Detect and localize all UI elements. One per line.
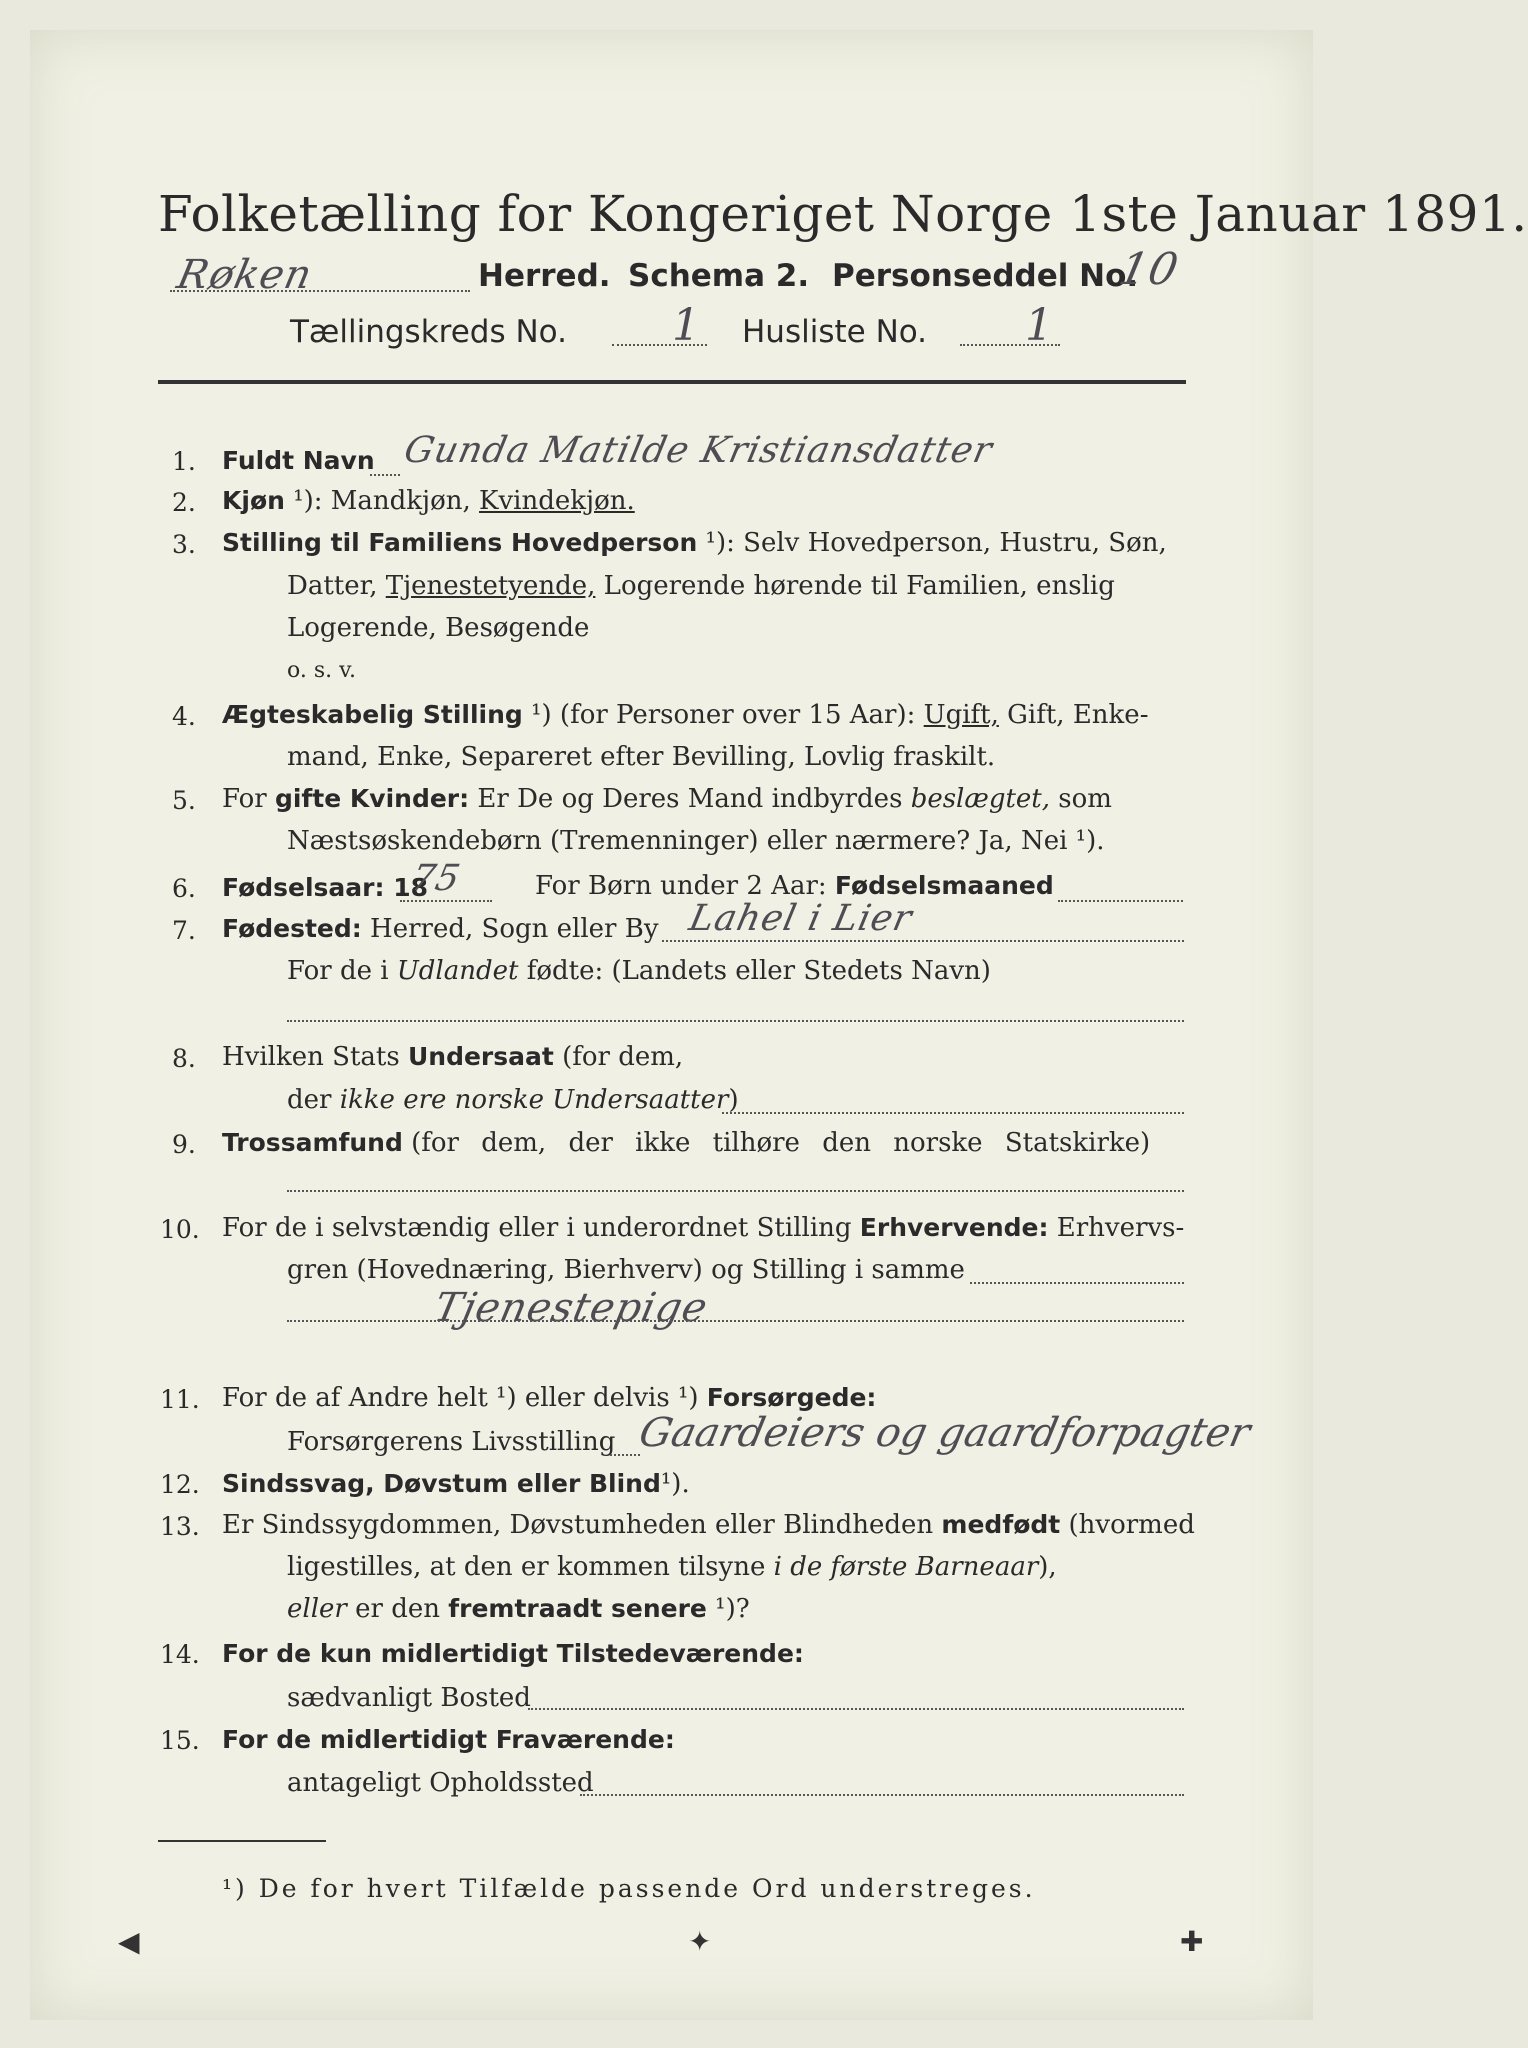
item-number: 7.	[172, 916, 196, 945]
q10-value: Tjenestepige	[430, 1285, 713, 1331]
q7-line2-prefix: For de i	[287, 956, 389, 986]
q5-rest-end: som	[1058, 784, 1112, 814]
q2-rest: ¹): Mandkjøn,	[293, 486, 471, 516]
q2-label: Kjøn	[222, 486, 285, 515]
q10-prefix: For de i selvstændig eller i underordnet Stilling	[222, 1213, 852, 1243]
q4-option-selected: Ugift,	[923, 700, 999, 730]
q15-dotted-line	[580, 1794, 1184, 1796]
q11-line1	[222, 1383, 876, 1413]
q11-label: Forsørgede:	[706, 1383, 877, 1412]
herred-dotted-line	[170, 290, 470, 292]
q6-value: 75	[407, 858, 465, 899]
q3-line2	[287, 571, 1115, 601]
q6-month-label: Fødselsmaaned	[834, 871, 1054, 900]
q8-rest: (for dem,	[562, 1042, 684, 1072]
q4-line2: mand, Enke, Separeret efter Bevilling, Lovlig fraskilt.	[287, 742, 996, 772]
registration-mark-icon: ✦	[688, 1925, 712, 1958]
q1-dotted-line	[370, 474, 400, 476]
q14-dotted-line	[528, 1708, 1184, 1710]
q12-line1	[222, 1469, 690, 1499]
q13-line1	[222, 1510, 1195, 1540]
q9-dotted-line	[287, 1190, 1184, 1192]
q13-line2-close: ),	[1038, 1552, 1057, 1582]
q13-line3	[287, 1594, 750, 1624]
q6-rest-text: For Børn under 2 Aar:	[535, 871, 827, 901]
q10-dotted-line	[970, 1282, 1184, 1284]
q5-rest-italic: beslægtet,	[910, 784, 1051, 814]
q13-line3-text: er den	[355, 1594, 440, 1624]
footnote: ¹) De for hvert Tilfælde passende Ord understreges.	[222, 1874, 1036, 1903]
q7-rest: Herred, Sogn eller By	[370, 914, 659, 944]
q8-line1	[222, 1042, 683, 1072]
kreds-value: 1	[672, 300, 700, 351]
kreds-label: Tællingskreds No.	[290, 314, 567, 350]
herred-value: Røken	[173, 252, 317, 298]
q5-prefix: For	[222, 784, 267, 814]
item-number: 9.	[172, 1130, 196, 1159]
q13-line2-italic: i de første Barneaar	[773, 1552, 1039, 1582]
item-number: 14.	[160, 1640, 200, 1669]
q13-label: medfødt	[941, 1510, 1061, 1539]
q6-rest	[535, 871, 1054, 901]
registration-mark-icon: ✚	[1180, 1925, 1204, 1958]
item-number: 2.	[172, 488, 196, 517]
q10-rest: Erhvervs-	[1056, 1213, 1185, 1243]
q3-option: Datter,	[287, 571, 378, 601]
q2-text	[222, 486, 635, 516]
q7-abroad-dotted-line	[287, 1020, 1184, 1022]
form-title: Folketælling for Kongeriget Norge 1ste Januar 1891.	[158, 185, 1528, 243]
q5-line1	[222, 784, 1112, 814]
husliste-value: 1	[1025, 300, 1053, 351]
item-number: 12.	[160, 1470, 200, 1499]
q6-label: Fødselsaar: 18	[222, 873, 428, 902]
q4-line1	[222, 700, 1148, 730]
herred-label: Herred.	[478, 258, 611, 294]
q9-rest: (for dem, der ikke tilhøre den norske Statskirke)	[411, 1128, 1151, 1158]
q5-line2: Næstsøskendebørn (Tremenninger) eller nærmere? Ja, Nei ¹).	[287, 826, 1105, 856]
item-number: 10.	[160, 1215, 200, 1244]
q15-line2: antageligt Opholdssted	[287, 1768, 594, 1798]
q13-line3-italic: eller	[287, 1594, 347, 1624]
q7-dotted-line	[662, 940, 1184, 942]
q13-line2	[287, 1552, 1057, 1582]
q7-line2-italic: Udlandet	[396, 956, 519, 986]
q7-value: Lahel i Lier	[685, 898, 917, 939]
q8-line2	[287, 1085, 739, 1115]
q4-options: Gift, Enke-	[1007, 700, 1149, 730]
q10-line2: gren (Hovednæring, Bierhverv) og Stilling i samme	[287, 1255, 965, 1285]
q3-line3: Logerende, Besøgende	[287, 613, 590, 643]
q3-rest: ¹): Selv Hovedperson, Hustru, Søn,	[705, 528, 1167, 558]
q11-value: Gaardeiers og gaardforpagter	[635, 1410, 1255, 1456]
schema-label: Schema 2.	[628, 258, 810, 294]
registration-mark-icon: ◀	[118, 1925, 140, 1958]
header-rule	[158, 380, 1186, 384]
q9-label: Trossamfund	[222, 1128, 403, 1157]
q8-label: Undersaat	[407, 1042, 554, 1071]
q14-label: For de kun midlertidigt Tilstedeværende:	[222, 1639, 804, 1668]
q2-option-selected: Kvindekjøn.	[479, 486, 635, 516]
item-number: 15.	[160, 1726, 200, 1755]
personseddel-label: Personseddel No.	[832, 258, 1139, 294]
item-number: 3.	[172, 530, 196, 559]
q13-line2-prefix: ligestilles, at den er kommen tilsyne	[287, 1552, 766, 1582]
q3-line4: o. s. v.	[287, 658, 356, 683]
q5-rest: Er De og Deres Mand indbyrdes	[477, 784, 903, 814]
q3-options: Logerende hørende til Familien, enslig	[603, 571, 1115, 601]
q6-dotted-line	[400, 900, 492, 902]
q5-label: gifte Kvinder:	[274, 784, 470, 813]
q4-rest: ¹) (for Personer over 15 Aar):	[531, 700, 916, 730]
q13-line3-end: ¹)?	[715, 1594, 750, 1624]
q3-line1	[222, 528, 1167, 558]
q7-label: Fødested:	[222, 914, 362, 943]
item-number: 4.	[172, 702, 196, 731]
q15-label: For de midlertidigt Fraværende:	[222, 1725, 675, 1754]
q8-line2-prefix: der	[287, 1085, 332, 1115]
q7-line2	[287, 956, 991, 986]
q3-option-selected: Tjenestetyende,	[385, 571, 596, 601]
item-number: 11.	[160, 1385, 200, 1414]
q7-line1	[222, 914, 659, 944]
q1-value: Gunda Matilde Kristiansdatter	[400, 430, 997, 471]
q12-rest: ¹).	[660, 1469, 690, 1499]
q10-value-dotted-line	[287, 1320, 1184, 1322]
q11-line2: Forsørgerens Livsstilling	[287, 1427, 616, 1457]
personseddel-value: 10	[1114, 244, 1184, 295]
item-number: 6.	[172, 874, 196, 903]
item-number: 13.	[160, 1512, 200, 1541]
q8-prefix: Hvilken Stats	[222, 1042, 400, 1072]
q13-rest: (hvormed	[1068, 1510, 1195, 1540]
q4-label: Ægteskabelig Stilling	[222, 700, 523, 729]
q12-label: Sindssvag, Døvstum eller Blind	[222, 1469, 661, 1498]
q1-label: Fuldt Navn	[222, 446, 375, 475]
q11-prefix: For de af Andre helt ¹) eller delvis ¹)	[222, 1383, 699, 1413]
q6-month-dotted-line	[1058, 900, 1183, 902]
q13-prefix: Er Sindssygdommen, Døvstumheden eller Blindheden	[222, 1510, 934, 1540]
item-number: 5.	[172, 786, 196, 815]
husliste-label: Husliste No.	[742, 314, 928, 350]
q8-line2-close: )	[728, 1085, 739, 1115]
q10-line1	[222, 1213, 1184, 1243]
q3-label: Stilling til Familiens Hovedperson	[222, 528, 698, 557]
q7-line2-rest: fødte: (Landets eller Stedets Navn)	[526, 956, 991, 986]
footnote-rule	[158, 1840, 326, 1842]
q9-line1	[222, 1128, 1184, 1158]
q10-label: Erhvervende:	[859, 1213, 1049, 1242]
q14-line2: sædvanligt Bosted	[287, 1683, 531, 1713]
item-number: 8.	[172, 1044, 196, 1073]
item-number: 1.	[172, 447, 196, 476]
q8-line2-italic: ikke ere norske Undersaatter	[339, 1085, 729, 1115]
q8-dotted-line	[722, 1112, 1184, 1114]
q13-line3-bold: fremtraadt senere	[448, 1594, 707, 1623]
